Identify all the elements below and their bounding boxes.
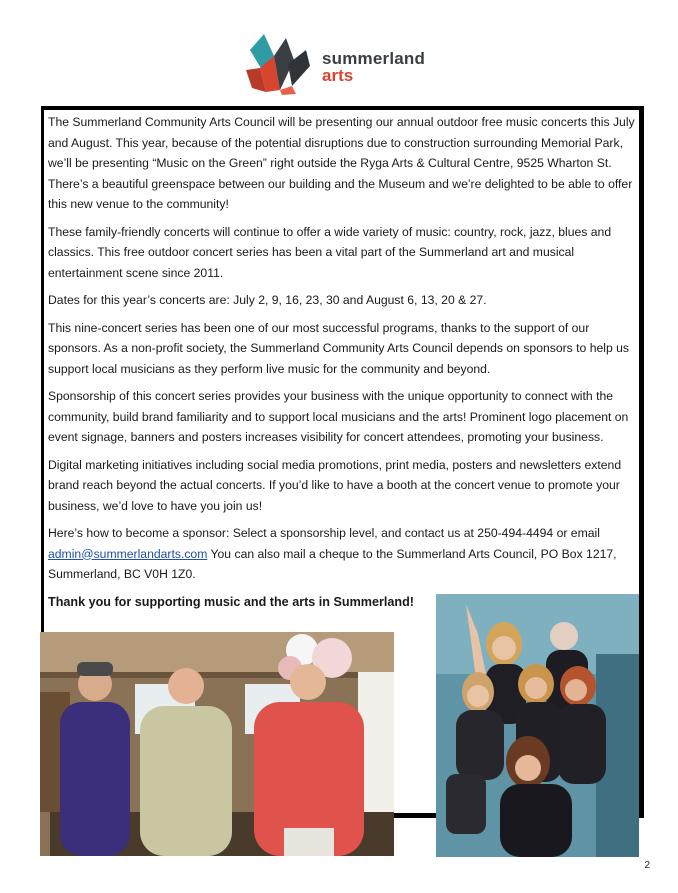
paragraph-dates: Dates for this year’s concerts are: July 2, 9, 16, 23, 30 and August 6, 13, 20 & 27. [48, 293, 487, 307]
paragraph-digital-marketing: Digital marketing initiatives including social media promotions, print media, posters and newsletters extend brand reach beyond the actual concerts. If you’d like to have a booth at the concert venue to promote your business, we’d love to have you join us! [48, 457, 622, 513]
sponsor-text-after: You can also mail a cheque to the Summerland Arts Council, PO Box 1217, Summerland, BC V0H 1Z0. [48, 546, 617, 581]
paragraph-sponsorship-benefits: Sponsorship of this concert series provides your business with the unique opportunity to connect with the community, build brand familiarity and to support local musicians and the arts! Prominent logo placement on event signage, banners and posters increases visibility for concert attendees, promoting your business. [48, 389, 629, 444]
paragraph-sponsors: This nine-concert series has been one of our most successful programs, thanks to the support of our sponsors. As a non-profit society, the Summerland Community Arts Council depends on sponsors to help us support local musicians as they perform live music for the community and beyond. [48, 320, 630, 376]
logo-word-arts: arts [322, 66, 354, 85]
logo-word-summerland: summerland [322, 49, 426, 68]
paragraph-intro: The Summerland Community Arts Council will be presenting our annual outdoor free music concerts this July and August. This year, because of the potential disruptions due to construction surrounding Memorial Park, we’ll be presenting “Music on the Green” right outside the Ryga Arts & Cultural Centre, 9525 Wharton St. There’s a beautiful greenspace between our building and the Museum and we’re delighted to be able to offer this new venue to the community! [48, 115, 635, 211]
thank-you-line: Thank you for supporting music and the arts in Summerland! [48, 594, 414, 609]
musicians-photo [40, 632, 394, 856]
page-number: 2 [644, 860, 650, 871]
email-link[interactable]: admin@summerlandarts.com [48, 546, 208, 561]
sponsor-text-before: Here’s how to become a sponsor: Select a sponsorship level, and contact us at 250-494-4494 or email [48, 526, 600, 540]
paragraph-music-variety: These family-friendly concerts will continue to offer a wide variety of music: country, rock, jazz, blues and classics. This free outdoor concert series has been a vital part of the Summerland art and musical entertainment scene since 2011. [48, 224, 612, 280]
logo-mark-icon [244, 30, 316, 96]
summerland-arts-logo [244, 30, 444, 96]
singers-photo [436, 594, 639, 857]
paragraph-how-to-sponsor [48, 523, 642, 585]
article-body [48, 112, 642, 619]
logo-wordmark [322, 50, 425, 84]
